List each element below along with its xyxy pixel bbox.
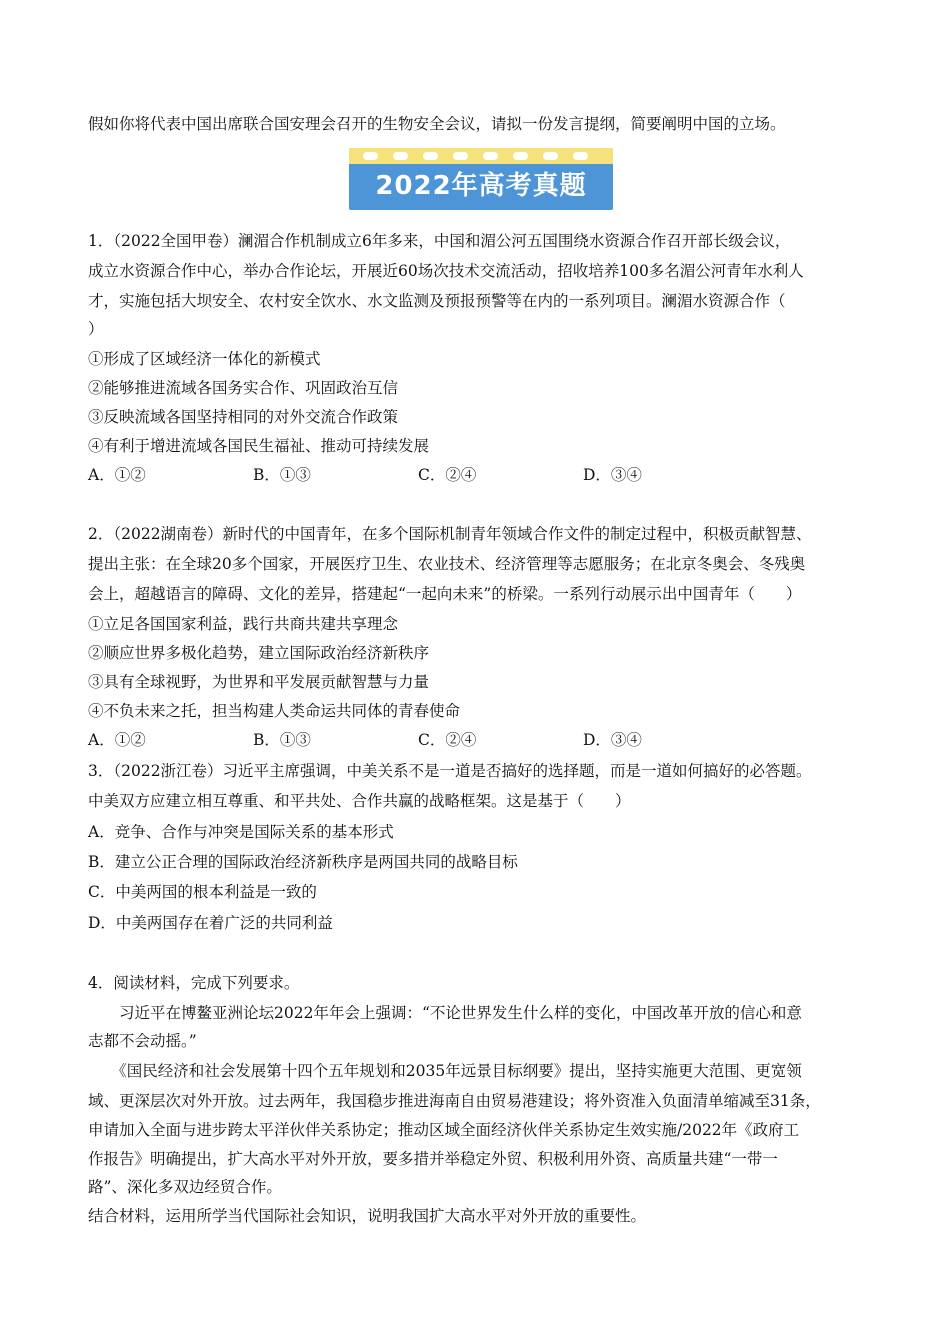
q1-option-b[interactable]: B．①③ xyxy=(253,466,311,484)
q4-material-line: 路”、深化多双边经贸合作。 xyxy=(88,1178,282,1196)
q2-item: ③具有全球视野，为世界和平发展贡献智慧与力量 xyxy=(88,673,430,691)
q2-option-b[interactable]: B．①③ xyxy=(253,731,311,749)
q3-option-d[interactable]: D．中美两国存在着广泛的共同利益 xyxy=(88,914,333,932)
q1-line: ） xyxy=(88,320,104,338)
q1-line: 才，实施包括大坝安全、农村安全饮水、水文监测及预报预警等在内的一系列项目。澜湄水资源合作（ xyxy=(88,292,786,310)
section-banner xyxy=(349,148,613,210)
q1-item: ①形成了区域经济一体化的新模式 xyxy=(88,350,321,368)
q4-material-line: 《国民经济和社会发展第十四个五年规划和2035年远景目标纲要》提出，坚持实施更大范围、更宽领 xyxy=(88,1062,802,1080)
banner-title: 2022年高考真题 xyxy=(375,171,587,201)
q4-material-line: 申请加入全面与进步跨太平洋伙伴关系协定；推动区域全面经济伙伴关系协定生效实施/2022年《政府工 xyxy=(88,1121,800,1139)
q2-option-d[interactable]: D．③④ xyxy=(583,731,642,749)
q3-option-a[interactable]: A．竞争、合作与冲突是国际关系的基本形式 xyxy=(88,823,394,841)
q1-line: 1．（2022全国甲卷）澜湄合作机制成立6年多来，中国和湄公河五国围绕水资源合作召开部长级会议， xyxy=(88,232,791,250)
q2-option-a[interactable]: A．①② xyxy=(88,731,146,749)
q2-item: ④不负未来之托，担当构建人类命运共同体的青春使命 xyxy=(88,702,461,720)
q1-item: ③反映流域各国坚持相同的对外交流合作政策 xyxy=(88,408,399,426)
q3-option-b[interactable]: B．建立公正合理的国际政治经济新秩序是两国共同的战略目标 xyxy=(88,853,518,871)
q4-material-line: 域、更深层次对外开放。过去两年，我国稳步推进海南自由贸易港建设；将外资准入负面清单缩减至31条， xyxy=(88,1092,821,1110)
q2-line: 提出主张：在全球20多个国家，开展医疗卫生、农业技术、经济管理等志愿服务；在北京冬奥会、冬残奥 xyxy=(88,555,806,573)
q4-material-line: 习近平在博鳌亚洲论坛2022年年会上强调：“不论世界发生什么样的变化，中国改革开放的信心和意 xyxy=(88,1004,802,1022)
q4-task: 结合材料，运用所学当代国际社会知识，说明我国扩大高水平对外开放的重要性。 xyxy=(88,1207,647,1225)
q1-line: 成立水资源合作中心，举办合作论坛，开展近60场次技术交流活动，招收培养100多名湄公河青年水利人 xyxy=(88,262,804,280)
q4-material-line: 作报告》明确提出，扩大高水平对外开放，要多措并举稳定外贸、积极利用外资、高质量共建“一带一 xyxy=(88,1150,778,1168)
q3-option-c[interactable]: C．中美两国的根本利益是一致的 xyxy=(88,883,317,901)
q1-option-a[interactable]: A．①② xyxy=(88,466,146,484)
q1-option-d[interactable]: D．③④ xyxy=(583,466,642,484)
q1-item: ②能够推进流域各国务实合作、巩固政治互信 xyxy=(88,379,399,397)
q1-option-c[interactable]: C．②④ xyxy=(418,466,477,484)
q4-head: 4．阅读材料，完成下列要求。 xyxy=(88,974,300,992)
q1-item: ④有利于增进流域各国民生福祉、推动可持续发展 xyxy=(88,437,430,455)
q2-item: ②顺应世界多极化趋势，建立国际政治经济新秩序 xyxy=(88,644,430,662)
q2-line: 2．（2022湖南卷）新时代的中国青年，在多个国际机制青年领域合作文件的制定过程中，积极贡献智慧、 xyxy=(88,525,812,543)
q2-line: 会上，超越语言的障碍、文化的差异，搭建起“一起向未来”的桥梁。一系列行动展示出中国青年（ ） xyxy=(88,585,802,603)
banner-ribbon xyxy=(349,148,613,164)
q3-line: 中美双方应建立相互尊重、和平共处、合作共赢的战略框架。这是基于（ ） xyxy=(88,792,631,810)
q4-material-line: 志都不会动摇。” xyxy=(88,1032,197,1050)
q3-line: 3．（2022浙江卷）习近平主席强调，中美关系不是一道是否搞好的选择题，而是一道如何搞好的必答题。 xyxy=(88,762,812,780)
q2-option-c[interactable]: C．②④ xyxy=(418,731,477,749)
q2-item: ①立足各国国家利益，践行共商共建共享理念 xyxy=(88,615,399,633)
intro-text: 假如你将代表中国出席联合国安理会召开的生物安全会议，请拟一份发言提纲，简要阐明中国的立场。 xyxy=(88,115,786,133)
